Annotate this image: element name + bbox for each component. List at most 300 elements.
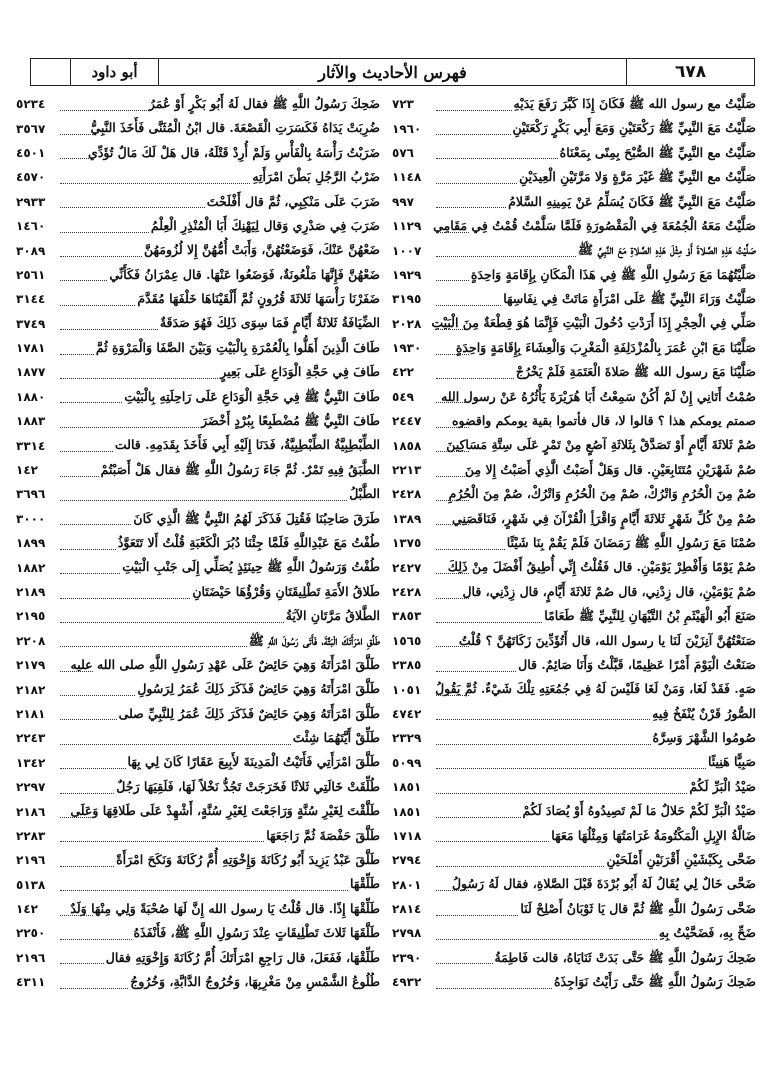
dot-leader xyxy=(436,634,469,647)
dot-leader xyxy=(60,415,199,428)
entry-text: ضُرِبَتْ يَدَاهُ فَكَسَرَتِ الْقَصْعَةَ. قال ابْنُ الْمُثَنَّى فَأَخَذَ النَّبِيُّ xyxy=(90,120,380,136)
dot-leader xyxy=(436,366,514,379)
entry-number: ١٨٥١ xyxy=(392,804,422,819)
entry-number: ١١٢٩ xyxy=(392,219,422,234)
index-entry xyxy=(16,702,380,726)
index-entry xyxy=(16,653,380,677)
entry-text: صَلَّيْتُهُمَا مَعَ رَسُولِ اللَّهِ ﷺ فِي هَذَا الْمَكَانِ بِإِقَامَةٍ وَاحِدَةٍ xyxy=(470,266,756,282)
dot-leader xyxy=(436,878,469,891)
entry-text: طَلاقُ الأَمَةِ تَطْلِيقَتَانِ وَقُرْؤُهَا حَيْضَتَانِ xyxy=(192,583,380,599)
index-entry xyxy=(392,555,756,579)
entry-number: ٤٣١١ xyxy=(16,975,46,990)
entry-text: طَلَّقَ امْرَأَتَهُ وَهِيَ حَائِضٌ فَذَكَرَ ذَلِكَ عُمَرُ لِلنَّبِيِّ صلى xyxy=(118,705,380,721)
entry-text: طَافَ النَّبِيُّ ﷺ مُضْطَبِعًا بِبُرْدٍ أَخْضَرَ xyxy=(201,413,380,429)
entry-text: صُمْ شَهْرَيْنِ مُتَتَابِعَيْنِ. قال وَهَلْ أَصَبْتُ الَّذِي أَصَبْتُ إِلا مِنَ xyxy=(464,461,756,477)
index-entry xyxy=(16,214,380,238)
entry-text: صَلَّيْتُ مع رسول الله ﷺ فَكَانَ إِذَا كَبَّرَ رَفَعَ يَدَيْهِ xyxy=(513,95,756,111)
entry-number: ٥٠٩٩ xyxy=(392,755,422,770)
entry-number: ٣٠٠٠ xyxy=(16,511,46,526)
index-entry xyxy=(16,312,380,336)
entry-text: طَلِّقْهَا، فَفَعَلَ، قال رَاجِعِ امْرَأَتَكَ أُمَّ رُكَانَةَ وَإِخْوَتِهِ فقال xyxy=(105,949,380,965)
dot-leader xyxy=(436,561,469,574)
entry-text: صمتم يومكم هذا ؟ قالوا لا، قال فأتموا بقية يومكم واقضوه xyxy=(452,413,756,429)
entry-text: ضَرَبْتُ رَأْسَهُ بِالْفَأْسِ وَلَمْ أُرِدْ قَتْلَهُ، قال هَلْ لَكَ مَالٌ تُؤَدِّي xyxy=(88,144,380,160)
dot-leader xyxy=(60,659,93,672)
entry-number: ١٨٥١ xyxy=(392,780,422,795)
dot-leader xyxy=(60,878,348,891)
entry-text: ضَرَبَ عَلَى مَنْكِبِي، ثُمَّ قال أَفْلَحْتَ xyxy=(206,193,380,209)
dot-leader xyxy=(436,146,558,159)
index-entry xyxy=(392,775,756,799)
index-entry xyxy=(16,604,380,628)
dot-leader xyxy=(436,927,657,940)
entry-number: ٢٢٠٨ xyxy=(16,633,46,648)
left-column xyxy=(16,92,380,1072)
dot-leader xyxy=(436,805,521,818)
entry-number: ٤٥٧٠ xyxy=(16,170,46,185)
entry-number: ٤٧٤٢ xyxy=(392,706,422,721)
entry-number: ٢٥٦١ xyxy=(16,267,46,282)
index-entry xyxy=(392,580,756,604)
dot-leader xyxy=(60,293,135,306)
entry-text: صَلَّيْتُ مع النَّبِيِّ ﷺ غَيْرَ مَرَّةٍ وَلا مَرَّتَيْنِ الْعِيدَيْنِ xyxy=(519,169,756,185)
entry-number: ٢١٨٩ xyxy=(16,585,46,599)
index-entry xyxy=(392,336,756,360)
entry-text: طُلِّقَتْ خَالَتِي ثَلاثًا فَخَرَجَتْ تَجُدُّ نَخْلاً لَهَا، فَلَقِيَهَا رَجُلٌ xyxy=(116,778,380,794)
entry-number: ٢٢٨٣ xyxy=(16,828,46,843)
dot-leader xyxy=(60,464,99,477)
entry-text: صُمْ مِنْ كُلِّ شَهْرٍ ثَلاثَةَ أَيَّامٍ وَاقْرَأِ الْقُرْآنَ فِي شَهْرٍ، فَنَاقَصَنِي xyxy=(452,510,756,526)
page-title: فهرس الأحاديث والآثار xyxy=(318,62,467,82)
entry-text: طَلِّقْهَا إِذًا. قال قُلْتُ يَا رسول الله إِنَّ لَهَا صُحْبَةً وَلِي مِنْهَا وَلَدٌ xyxy=(70,900,380,916)
dot-leader xyxy=(436,781,687,794)
dot-leader xyxy=(60,586,190,599)
entry-number: ٣٥٦٧ xyxy=(16,121,46,136)
entry-number: ١٨٧٧ xyxy=(16,365,46,380)
index-entry xyxy=(392,287,756,311)
entry-text: صَنَعْتُهُنَّ آنِزَيْنَ لَنَا يا رسول الله، قال أَتُؤَدِّينَ زَكَاتَهُنَّ ؟ قُلْتُ xyxy=(458,632,756,648)
dot-leader xyxy=(60,561,120,574)
entry-text: ضَعْهُنَّ فَإِنَّهَا مَلْعُونَةٌ، فَوَضَعُوا عَنْهَا. قال عِمْرَانُ فَكَأَنِّي xyxy=(109,266,380,282)
index-entry xyxy=(392,751,756,775)
entry-number: ٤٩٣٢ xyxy=(392,975,422,990)
entry-text: طَرَقَ صَاحِبُنَا فَقُتِلَ فَذَكَرَ لَهُمُ النَّبِيُّ ﷺ الَّذِي كَانَ xyxy=(133,510,380,526)
dot-leader xyxy=(436,854,604,867)
index-entry xyxy=(16,141,380,165)
entry-number: ١٣٨٩ xyxy=(392,511,422,526)
index-entry xyxy=(16,92,380,116)
dot-leader xyxy=(436,439,469,452)
entry-text: طَلَّقَ حَفْصَةَ ثُمَّ رَاجَعَهَا xyxy=(266,827,380,843)
dot-leader xyxy=(60,756,126,769)
dot-leader xyxy=(436,171,517,184)
index-entry xyxy=(392,604,756,628)
entry-text: ضَحَّى خَالٌ لِي يُقَالُ لَهُ أَبُو بُرْدَةَ قَبْلَ الصَّلاةِ، فقال لَهُ رَسُولُ xyxy=(451,876,756,892)
entry-text: صُمْتُ أَتَانِي إِنْ لَمْ أَكُنْ سَمِعْتُ أَبَا هُرَيْرَةَ يَأْثُرُهُ عَنْ رسول الله xyxy=(441,388,756,404)
entry-text: طَلِّقْ أَيَّتَهُمَا شِئْتَ xyxy=(292,730,380,746)
entry-text: الطَّلاقُ مَرَّتَانِ الآيَةُ xyxy=(285,608,380,624)
dot-leader xyxy=(436,293,501,306)
dot-leader xyxy=(60,707,117,720)
entry-text: صُمْ يَوْمًا وَأَفْطِرْ يَوْمَيْنِ. قال فَقُلْتُ إِنِّي أُطِيقُ أَفْضَلَ مِنْ ذَلِكَ xyxy=(447,559,756,575)
index-entry xyxy=(16,897,380,921)
index-entry xyxy=(16,507,380,531)
index-entry xyxy=(392,312,756,336)
entry-number: ٣٧٤٩ xyxy=(16,316,46,331)
dot-leader xyxy=(436,659,516,672)
dot-leader xyxy=(60,854,114,867)
index-entry xyxy=(392,653,756,677)
entry-number: ٢٤٢٧ xyxy=(392,560,422,575)
entry-number: ١٩٣٠ xyxy=(392,341,422,356)
entry-number: ٢٨١٤ xyxy=(392,902,422,917)
entry-number: ٩٩٧ xyxy=(392,194,414,209)
dot-leader xyxy=(60,781,114,794)
index-entry xyxy=(16,946,380,970)
dot-leader xyxy=(60,976,128,989)
entry-text: صَهٍ. فَقَدْ لَغَا، وَمَنْ لَغَا فَلَيْسَ لَهُ فِي جُمُعَتِهِ تِلْكَ شَيْءٌ. ثُمَّ يَقُولُ xyxy=(435,681,756,697)
entry-text: طَلَّقَ عَبْدُ يَزِيدَ أَبُو رُكَانَةَ وَإِخْوَتِهِ أُمَّ رُكَانَةَ وَنَكَحَ امْرَأَةً xyxy=(116,852,380,868)
index-entry xyxy=(392,458,756,482)
dot-leader xyxy=(60,537,116,550)
entry-number: ١٣٧٥ xyxy=(392,536,422,551)
index-entry xyxy=(16,775,380,799)
entry-text: ضَالَّةُ الإِبِلِ الْمَكْتُومَةُ غَرَامَتُهَا وَمِثْلُهَا مَعَهَا xyxy=(551,827,756,843)
entry-number: ١٧١٨ xyxy=(392,828,422,843)
entry-text: طُفْتُ وَرَسُولُ اللَّهِ ﷺ حِينَئِذٍ يُصَلِّي إِلَى جَنْبِ الْبَيْتِ xyxy=(122,559,380,575)
entry-number: ٢٤٢٨ xyxy=(392,487,422,502)
entry-text: صَلَّيْتُ مع النَّبِيِّ ﷺ الصُّبْحَ بِمِنًى بِمَعْنَاهُ xyxy=(559,144,756,160)
entry-number: ١٨٨٠ xyxy=(16,389,46,404)
index-entry xyxy=(16,677,380,701)
entry-number: ١٩٢٩ xyxy=(392,267,422,282)
entry-text: صَبِيًّا هَنِيئًا xyxy=(707,754,756,770)
entry-number: ١٥٦٥ xyxy=(392,633,422,648)
entry-number: ١٤٢ xyxy=(16,902,38,917)
index-entry xyxy=(392,897,756,921)
entry-number: ٤٥٠١ xyxy=(16,145,46,160)
index-entry xyxy=(392,92,756,116)
entry-number: ٢١٧٩ xyxy=(16,658,46,673)
dot-leader xyxy=(60,244,142,257)
entry-text: طَلَّقَ امْرَأَتِي فَأَتَيْتُ الْمَدِينَةَ لأَبِيعَ عَقَارًا كَانَ لِي بِهَا xyxy=(127,754,380,770)
index-entry xyxy=(16,287,380,311)
entry-number: ٢١٨٢ xyxy=(16,682,46,697)
index-entry xyxy=(392,629,756,653)
entry-text: صَيْدُ الْبَرِّ لَكُمْ xyxy=(689,778,756,794)
entry-text: ضَحَّى بِكَبْشَيْنِ أَقْرَنَيْنِ أَمْلَحَيْنِ xyxy=(606,852,756,868)
entry-number: ٣٠٨٩ xyxy=(16,243,46,258)
entry-text: صُمْنَا مَعَ رَسُولِ اللَّهِ ﷺ رَمَضَانَ فَلَمْ يَقُمْ بِنَا شَيْئًا xyxy=(506,534,756,550)
entry-text: طَلَّقَ امْرَأَتَهُ وَهِيَ حَائِضٌ عَلَى عَهْدِ رَسُولِ اللَّهِ صلى الله عليه xyxy=(70,656,380,672)
entry-text: صَلَّيْنَا مَعَ رسول الله ﷺ صَلاةَ الْعَتَمَةِ فَلَمْ يَخْرُجْ xyxy=(515,364,756,380)
dot-leader xyxy=(60,512,131,525)
entry-text: طَافَ النَّبِيُّ ﷺ فِي حَجَّةِ الْوَدَاعِ عَلَى رَاحِلَتِهِ بِالْبَيْتِ xyxy=(124,388,380,404)
dot-leader xyxy=(436,390,469,403)
entry-text: طَلَّقْتَ لِغَيْرِ سُنَّةٍ وَرَاجَعْتَ لِغَيْرِ سُنَّةٍ، أَشْهِدْ عَلَى طَلاقِهَا وَعَلَى xyxy=(70,803,380,819)
dot-leader xyxy=(436,610,542,623)
entry-text: صَلَّيْنَا مَعَ ابْنِ عُمَرَ بِالْمُزْدَلِفَةِ الْمَغْرِبَ وَالْعِشَاءَ بِإِقَامَةٍ وَاحِدَةٍ xyxy=(455,339,756,355)
index-entry xyxy=(392,531,756,555)
dot-leader xyxy=(436,829,549,842)
dot-leader xyxy=(60,829,264,842)
index-entry xyxy=(392,141,756,165)
index-entry xyxy=(16,555,380,579)
entry-text: الضِّيَافَةُ ثَلاثَةُ أَيَّامٍ فَمَا سِوَى ذَلِكَ فَهُوَ صَدَقَةٌ xyxy=(159,315,380,331)
entry-text: صَلَّيْتُ هَذِهِ الصَّلاةَ أَوْ مِثْلَ هَذِهِ الصَّلاةِ مَعَ النَّبِيِّ ﷺ xyxy=(578,242,756,258)
index-entry xyxy=(392,970,756,994)
index-entry xyxy=(392,238,756,262)
index-entry xyxy=(392,726,756,750)
index-entry xyxy=(392,702,756,726)
entry-number: ٢٧٩٨ xyxy=(392,926,422,941)
entry-number: ٢٠٢٨ xyxy=(392,316,422,331)
entry-text: صُمْ يَوْمَيْنِ، قال زِدْنِي، قال صُمْ ثَلاثَةَ أَيَّامٍ، قال زِدْنِي، قال xyxy=(462,583,756,599)
index-entry xyxy=(16,751,380,775)
book-name: أبو داود xyxy=(71,59,159,85)
entry-number: ٥٧٦ xyxy=(392,145,414,160)
entry-number: ١٧٨١ xyxy=(16,341,46,356)
dot-leader xyxy=(436,415,469,428)
index-entry xyxy=(392,116,756,140)
entry-text: طَلَّقَهَا ثَلاثَ تَطْلِيقَاتٍ عِنْدَ رَسُولِ اللَّهِ ﷺ، فَأَنْفَذَهُ xyxy=(133,925,380,941)
index-entry xyxy=(16,263,380,287)
entry-number: ٣٨٥٣ xyxy=(392,609,422,624)
index-entry xyxy=(16,799,380,823)
dot-leader xyxy=(436,122,511,135)
dot-leader xyxy=(60,903,93,916)
dot-leader xyxy=(436,951,493,964)
dot-leader xyxy=(436,512,469,525)
entry-number: ٢٢٩٧ xyxy=(16,780,46,795)
entry-number: ١٨٩٩ xyxy=(16,536,46,551)
index-entry xyxy=(16,190,380,214)
index-entry xyxy=(16,921,380,945)
index-entry xyxy=(392,433,756,457)
dot-leader xyxy=(60,634,247,647)
entry-text: ضَحِّ بِهِ، فَضَحَّيْتُ بِهِ xyxy=(658,925,756,941)
entry-number: ٢٨٠١ xyxy=(392,877,422,892)
entry-number: ٢٣٩٠ xyxy=(392,950,422,965)
right-column xyxy=(392,92,756,1072)
entry-number: ٢٤٤٧ xyxy=(392,414,422,429)
entry-number: ٢٢٤٣ xyxy=(16,731,46,746)
index-entry xyxy=(392,190,756,214)
entry-number: ٥٢٣٤ xyxy=(16,97,46,112)
entry-text: طَلِّقْهَا xyxy=(350,876,380,892)
dot-leader xyxy=(436,268,469,281)
entry-number: ١٠٥١ xyxy=(392,682,422,697)
entry-text: صَلَّيْتُ وَرَاءَ النَّبِيِّ ﷺ عَلَى امْرَأَةٍ مَاتَتْ فِي نِفَاسِهَا xyxy=(503,291,756,307)
entry-text: صُمْ ثَلاثَةَ أَيَّامٍ أَوْ تَصَدَّقْ بِثَلاثَةِ آصُعٍ مِنْ تَمْرٍ عَلَى سِتَّةِ مَسَاكِينَ xyxy=(446,437,756,453)
entry-text: ضَرَبَ فِي صَدْرِي وَقال لِيَهْنِكَ أَبَا الْمُنْذِرِ الْعِلْمُ xyxy=(150,217,380,233)
entry-number: ٧٢٣ xyxy=(392,97,414,112)
entry-text: صَيْدُ الْبَرِّ لَكُمْ حَلالٌ مَا لَمْ تَصِيدُوهُ أَوْ يُصَادَ لَكُمْ xyxy=(522,803,756,819)
dot-leader xyxy=(60,98,147,111)
index-entry xyxy=(16,336,380,360)
entry-number: ٢٢١٣ xyxy=(392,463,422,478)
entry-number: ٢١٩٦ xyxy=(16,853,46,868)
entry-number: ٢٧٩٤ xyxy=(392,853,422,868)
entry-text: صَلَّيْتُ مَعَ النَّبِيِّ ﷺ فَكَانَ يُسَلِّمُ عَنْ يَمِينِهِ السَّلامُ xyxy=(508,193,756,209)
entry-number: ١٨٥٨ xyxy=(392,438,422,453)
index-entry xyxy=(16,531,380,555)
index-entry xyxy=(16,238,380,262)
entry-number: ٢٤٢٨ xyxy=(392,585,422,599)
entry-text: صَنَعْتُ الْيَوْمَ أَمْرًا عَظِيمًا، قَبَّلْتُ وَأَنَا صَائِمٌ. قال xyxy=(518,656,756,672)
entry-text: طَافَ الَّذِينَ أَهَلُّوا بِالْعُمْرَةِ بِالْبَيْتِ وَبَيْنَ الصَّفَا وَالْمَرْوَةِ ثُمَّ xyxy=(95,339,380,355)
entry-number: ٥٤٩ xyxy=(392,389,414,404)
entry-text: صَلَّيْتُ مَعَهُ الْجُمُعَةَ فِي الْمَقْصُورَةِ فَلَمَّا سَلَّمْتُ قُمْتُ فِي مَقَامِي xyxy=(433,217,756,233)
entry-number: ١٩٦٠ xyxy=(392,121,422,136)
entry-number: ٢١٨١ xyxy=(16,706,46,721)
entry-text: ضَرْبُ الرَّجُلِ بَطْنَ امْرَأَتِهِ xyxy=(252,169,380,185)
dot-leader xyxy=(436,903,518,916)
index-entry xyxy=(16,629,380,653)
entry-number: ٣٦٩٦ xyxy=(16,487,46,502)
entry-number: ٢٩٣٣ xyxy=(16,194,46,209)
entry-text: طُلُوعُ الشَّمْسِ مِنْ مَغْرِبِهَا، وَخُرُوجُ الدَّابَّةِ، وَخُرُوجُ xyxy=(130,974,380,989)
entry-number: ٢١٨٦ xyxy=(16,804,46,819)
index-entry xyxy=(392,677,756,701)
dot-leader xyxy=(60,610,284,623)
entry-text: صَنَعَ أَبُو الْهَيْثَمِ بْنُ التَّيْهَانِ لِلنَّبِيِّ ﷺ طَعَامًا xyxy=(544,608,756,624)
dot-leader xyxy=(436,317,469,330)
dot-leader xyxy=(436,537,505,550)
entry-text: الطَّبَقُ فِيهِ تَمْرٌ. ثُمَّ جَاءَ رَسُولُ اللَّهِ ﷺ فقال هَلْ أَصَبْتُمْ xyxy=(100,461,380,477)
entry-number: ٢١٩٥ xyxy=(16,609,46,624)
dot-leader xyxy=(60,342,94,355)
dot-leader xyxy=(436,195,506,208)
dot-leader xyxy=(60,171,250,184)
dot-leader xyxy=(436,707,650,720)
dot-leader xyxy=(436,976,552,989)
entry-number: ١٣٤٢ xyxy=(16,755,46,770)
page-header xyxy=(30,58,755,86)
entry-text: ضَحِكَ رَسُولُ اللَّهِ ﷺ حَتَّى رَأَيْتُ نَوَاجِذَهُ xyxy=(553,974,756,989)
entry-number: ١٨٨٣ xyxy=(16,414,46,429)
entry-number: ٤٢٢ xyxy=(392,365,414,380)
entry-text: ضَفَرْنَا رَأْسَهَا ثَلاثَةَ قُرُونٍ ثُمَّ أَلْقَيْنَاهَا خَلْفَهَا مُقَدَّمَ xyxy=(137,291,380,307)
dot-leader xyxy=(436,342,469,355)
entry-text: طَلِّقِ امْرَأَتَكَ الْبَتَّةَ، فَأَتَى رَسُولَ اللَّهِ ﷺ xyxy=(248,632,380,648)
index-entry xyxy=(392,873,756,897)
entry-text: صُمْ مِنَ الْحُرُمِ وَاتْرُكْ، صُمْ مِنَ الْحُرُمِ وَاتْرُكْ، صُمْ مِنَ الْحُرُمِ xyxy=(448,486,756,502)
index-entry xyxy=(392,848,756,872)
entry-number: ٣١٩٥ xyxy=(392,292,422,307)
header-blank-cell xyxy=(31,59,71,85)
index-entry xyxy=(16,116,380,140)
dot-leader xyxy=(436,488,469,501)
index-entry xyxy=(16,482,380,506)
index-entry xyxy=(392,799,756,823)
index-entry xyxy=(392,214,756,238)
entry-number: ٣٣١٤ xyxy=(16,438,46,453)
index-entry xyxy=(392,946,756,970)
index-entry xyxy=(16,970,380,994)
index-entry xyxy=(16,726,380,750)
dot-leader xyxy=(60,951,104,964)
dot-leader xyxy=(60,317,158,330)
dot-leader xyxy=(436,464,469,477)
index-entry xyxy=(16,824,380,848)
dot-leader xyxy=(60,805,93,818)
index-entry xyxy=(392,507,756,531)
dot-leader xyxy=(60,195,205,208)
index-entry xyxy=(16,165,380,189)
dot-leader xyxy=(60,488,347,501)
dot-leader xyxy=(436,586,469,599)
index-entry xyxy=(392,385,756,409)
entry-number: ١٤٦٠ xyxy=(16,219,46,234)
index-entry xyxy=(16,409,380,433)
entry-text: ضَحَّى رَسُولُ اللَّهِ ﷺ ثُمَّ قال يَا ثَوْبَانُ أَصْلِحْ لَنَا xyxy=(520,900,756,916)
dot-leader xyxy=(60,146,93,159)
entry-number: ٥١٣٨ xyxy=(16,877,46,892)
dot-leader xyxy=(60,439,113,452)
dot-leader xyxy=(60,122,93,135)
entry-number: ٣١٤٤ xyxy=(16,292,46,307)
dot-leader xyxy=(60,683,135,696)
dot-leader xyxy=(60,268,107,281)
entry-text: طَلَّقَ امْرَأَتَهُ وَهِيَ حَائِضٌ فَذَكَرَ ذَلِكَ عُمَرُ لِرَسُولِ xyxy=(137,681,380,697)
entry-text: الطَّبْلُ xyxy=(349,486,380,502)
entry-number: ٢٢٥٠ xyxy=(16,926,46,941)
entry-number: ١٠٠٧ xyxy=(392,243,422,258)
dot-leader xyxy=(60,927,132,940)
index-entry xyxy=(392,360,756,384)
index-entry xyxy=(392,263,756,287)
dot-leader xyxy=(436,683,469,696)
entry-text: ضَحِكَ رَسُولُ اللَّهِ ﷺ فقال لَهُ أَبُو بَكْرٍ أَوْ عُمَرُ xyxy=(148,95,380,111)
dot-leader xyxy=(60,220,149,233)
dot-leader xyxy=(436,732,651,745)
entry-text: طُفْتُ مَعَ عَبْدِاللَّهِ فَلَمَّا جِئْنَا دُبُرَ الْكَعْبَةِ قُلْتُ أَلا تَتَعَوَّذُ xyxy=(117,534,380,550)
entry-number: ٢٣٢٩ xyxy=(392,731,422,746)
entry-number: ١٤٢ xyxy=(16,463,38,478)
dot-leader xyxy=(60,390,122,403)
index-entry xyxy=(16,580,380,604)
entry-text: طَافَ فِي حَجَّةِ الْوَدَاعِ عَلَى بَعِيرٍ xyxy=(220,364,380,380)
entry-text: الصُّورُ قَرْنٌ يُنْفَخُ فِيهِ xyxy=(652,705,756,721)
index-entry xyxy=(16,458,380,482)
dot-leader xyxy=(436,98,512,111)
entry-number: ٢٣٨٥ xyxy=(392,658,422,673)
index-entry xyxy=(392,921,756,945)
index-entry xyxy=(16,848,380,872)
dot-leader xyxy=(436,220,469,233)
entry-number: ١١٤٨ xyxy=(392,170,422,185)
index-entry xyxy=(392,409,756,433)
page-number: ٦٧٨ xyxy=(626,59,754,85)
entry-text: ضَحِكَ رَسُولُ اللَّهِ ﷺ حَتَّى بَدَتْ ثَنَايَاهُ، قالت فَاطِمَةُ xyxy=(494,949,756,965)
dot-leader xyxy=(60,366,218,379)
index-entry xyxy=(392,824,756,848)
index-entry xyxy=(16,873,380,897)
index-entry xyxy=(392,482,756,506)
entry-text: ضَعْهُنَّ عَنْكَ، فَوَضَعْتُهُنَّ، وَأَبَتْ أُمُّهُنَّ إِلا لُزُومَهُنَّ xyxy=(143,242,380,258)
entry-text: صُومُوا الشَّهْرَ وَسِرَّهُ xyxy=(652,730,756,746)
dot-leader xyxy=(60,732,291,745)
dot-leader xyxy=(436,244,576,257)
entry-number: ٢١٩٦ xyxy=(16,950,46,965)
entry-text: صَلِّي فِي الْحِجْرِ إِذَا أَرَدْتِ دُخُولَ الْبَيْتِ فَإِنَّمَا هُوَ قِطْعَةٌ مِنَ الْبَيْتِ xyxy=(431,315,756,331)
entry-text: صَلَّيْتُ مَعَ النَّبِيِّ ﷺ رَكْعَتَيْنِ وَمَعَ أَبِي بَكْرٍ رَكْعَتَيْنِ xyxy=(512,120,756,136)
dot-leader xyxy=(436,756,706,769)
entry-number: ١٨٨٢ xyxy=(16,560,46,575)
index-entry xyxy=(392,165,756,189)
entry-text: الطِّبْطِبِيَّةُ الطِّبْطِبِيَّةُ، فَدَنَا إِلَيْهِ أَبِي فَأَخَذَ بِقَدَمِهِ. قالت xyxy=(114,437,380,453)
